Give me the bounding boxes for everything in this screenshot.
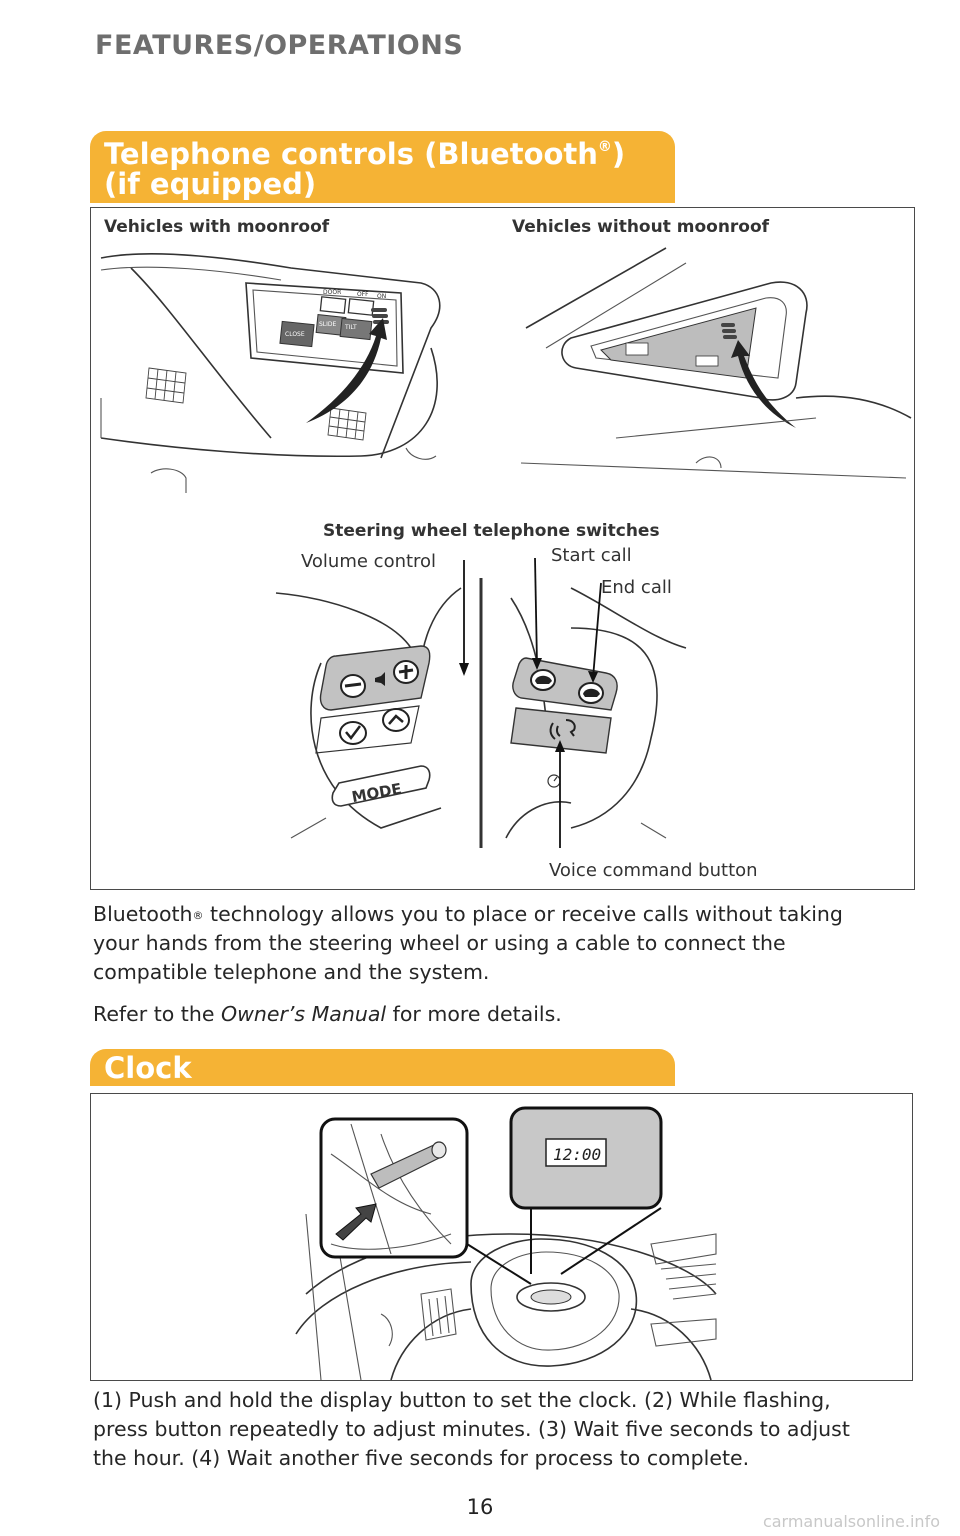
mode-button bbox=[332, 766, 429, 806]
caption-with-moonroof: Vehicles with moonroof bbox=[104, 217, 330, 237]
reference-prefix: Refer to the bbox=[93, 1002, 221, 1026]
label-end-call: End call bbox=[601, 577, 672, 598]
telephone-paragraph-line1: technology allows you to place or receive calls without taking bbox=[203, 902, 843, 926]
panel-label-close: CLOSE bbox=[285, 331, 305, 338]
moonroof-console-illustration bbox=[91, 208, 511, 508]
end-call-icon bbox=[579, 683, 603, 703]
label-start-call: Start call bbox=[551, 545, 632, 566]
reference-suffix: for more details. bbox=[386, 1002, 562, 1026]
section-title: FEATURES/OPERATIONS bbox=[95, 30, 464, 61]
bluetooth-brand: Bluetooth bbox=[93, 902, 193, 926]
no-moonroof-console-illustration bbox=[516, 238, 916, 498]
telephone-figure bbox=[90, 207, 915, 890]
clock-display-time: 12:00 bbox=[553, 1145, 602, 1164]
owners-manual-title: Owner’s Manual bbox=[220, 1002, 387, 1026]
panel-label-off: OFF bbox=[357, 291, 369, 298]
owners-manual-reference bbox=[93, 1000, 913, 1029]
telephone-paragraph-line3: compatible telephone and the system. bbox=[93, 960, 490, 984]
registered-mark: ® bbox=[597, 139, 612, 155]
arrow-to-switch-no-moonroof bbox=[731, 340, 796, 428]
watermark: carmanualsonline.info bbox=[762, 1512, 940, 1531]
caption-without-moonroof: Vehicles without moonroof bbox=[512, 217, 770, 237]
page-number: 16 bbox=[466, 1495, 494, 1519]
clock-paragraph-line2: press button repeatedly to adjust minutes. (3) Wait five seconds to adjust bbox=[93, 1417, 850, 1441]
clock-paragraph bbox=[93, 1386, 913, 1473]
cruise-icon bbox=[548, 775, 560, 787]
clock-figure bbox=[90, 1093, 913, 1381]
map-light-grid-left bbox=[146, 368, 186, 403]
telephone-banner-title: Telephone controls (Bluetooth bbox=[104, 137, 598, 171]
mode-label: MODE bbox=[350, 779, 404, 807]
panel-label-door: DOOR bbox=[323, 289, 342, 296]
telephone-banner-paren: ) bbox=[611, 137, 626, 171]
telephone-paragraph bbox=[93, 900, 913, 987]
clock-banner bbox=[90, 1049, 675, 1086]
call-switch-cluster bbox=[511, 658, 617, 787]
phone-switch-icon bbox=[721, 323, 737, 339]
map-light-grid-right bbox=[328, 408, 366, 440]
clock-banner-title: Clock bbox=[104, 1051, 192, 1085]
label-voice-command: Voice command button bbox=[549, 860, 758, 881]
panel-label-on: ON bbox=[377, 293, 387, 300]
label-volume-control: Volume control bbox=[301, 551, 437, 572]
start-call-icon bbox=[531, 670, 555, 690]
steering-switches-illustration bbox=[271, 568, 691, 868]
dome-light-lens bbox=[601, 308, 756, 378]
volume-control-switch bbox=[316, 646, 430, 753]
panel-label-tilt: TILT bbox=[345, 324, 357, 331]
dashboard-clock-illustration bbox=[91, 1094, 912, 1380]
panel-label-slide: SLIDE bbox=[319, 321, 337, 328]
telephone-banner-subtitle: (if equipped) bbox=[104, 167, 317, 201]
clock-paragraph-line1: (1) Push and hold the display button to set the clock. (2) While flashing, bbox=[93, 1388, 831, 1412]
telephone-banner bbox=[90, 131, 675, 203]
clock-paragraph-line3: the hour. (4) Wait another five seconds for process to complete. bbox=[93, 1446, 750, 1470]
telephone-paragraph-line2: your hands from the steering wheel or using a cable to connect the bbox=[93, 931, 786, 955]
registered-mark: ® bbox=[192, 909, 204, 922]
caption-steering-switches: Steering wheel telephone switches bbox=[323, 521, 660, 541]
